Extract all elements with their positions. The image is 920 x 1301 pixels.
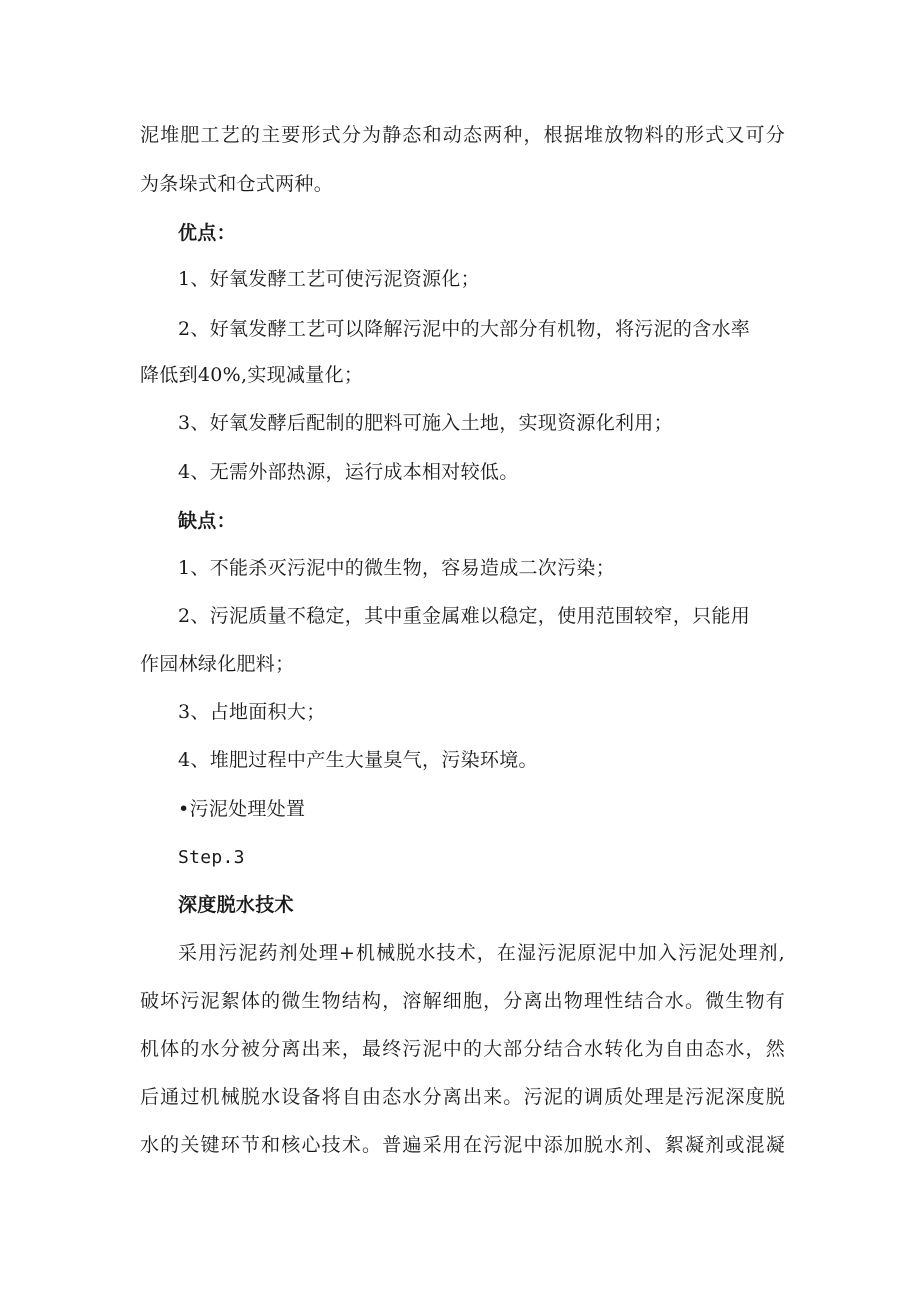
body-line-4: 后通过机械脱水设备将自由态水分离出来。污泥的调质处理是污泥深度脱 [140,1086,785,1108]
body-line-3: 机体的水分被分离出来，最终污泥中的大部分结合水转化为自由态水，然 [140,1038,785,1060]
body-line-5: 水的关键环节和核心技术。普遍采用在污泥中添加脱水剂、絮凝剂或混凝 [140,1134,785,1156]
disadvantage-item-1: 1、不能杀灭污泥中的微生物，容易造成二次污染； [178,557,615,579]
disadvantage-item-3: 3、占地面积大； [178,701,326,723]
advantage-item-2-cont: 降低到40%,实现减量化； [140,364,364,386]
body-line-2: 破坏污泥絮体的微生物结构，溶解细胞，分离出物理性结合水。微生物有 [140,990,785,1012]
disadvantages-heading: 缺点： [178,510,236,532]
intro-line-1: 泥堆肥工艺的主要形式分为静态和动态两种，根据堆放物料的形式又可分 [140,124,785,146]
advantage-item-3: 3、好氧发酵后配制的肥料可施入土地，实现资源化利用； [178,412,673,434]
advantage-item-4: 4、无需外部热源，运行成本相对较低。 [178,461,519,483]
advantage-item-1: 1、好氧发酵工艺可使污泥资源化； [178,268,480,290]
advantages-heading: 优点： [178,222,236,244]
advantage-item-2: 2、好氧发酵工艺可以降解污泥中的大部分有机物，将污泥的含水率 [178,318,751,340]
bullet-heading: •污泥处理处置 [178,798,306,820]
body-line-1: 采用污泥药剂处理+机械脱水技术，在湿污泥原泥中加入污泥处理剂, [178,942,785,964]
disadvantage-item-4: 4、堆肥过程中产生大量臭气，污染环境。 [178,749,538,771]
intro-line-2: 为条垛式和仓式两种。 [140,173,334,195]
disadvantage-item-2: 2、污泥质量不稳定，其中重金属难以稳定，使用范围较窄，只能用 [178,605,751,627]
step-label: Step.3 [178,847,245,868]
section-title: 深度脱水技术 [178,894,294,916]
disadvantage-item-2-cont: 作园林绿化肥料； [140,653,295,675]
